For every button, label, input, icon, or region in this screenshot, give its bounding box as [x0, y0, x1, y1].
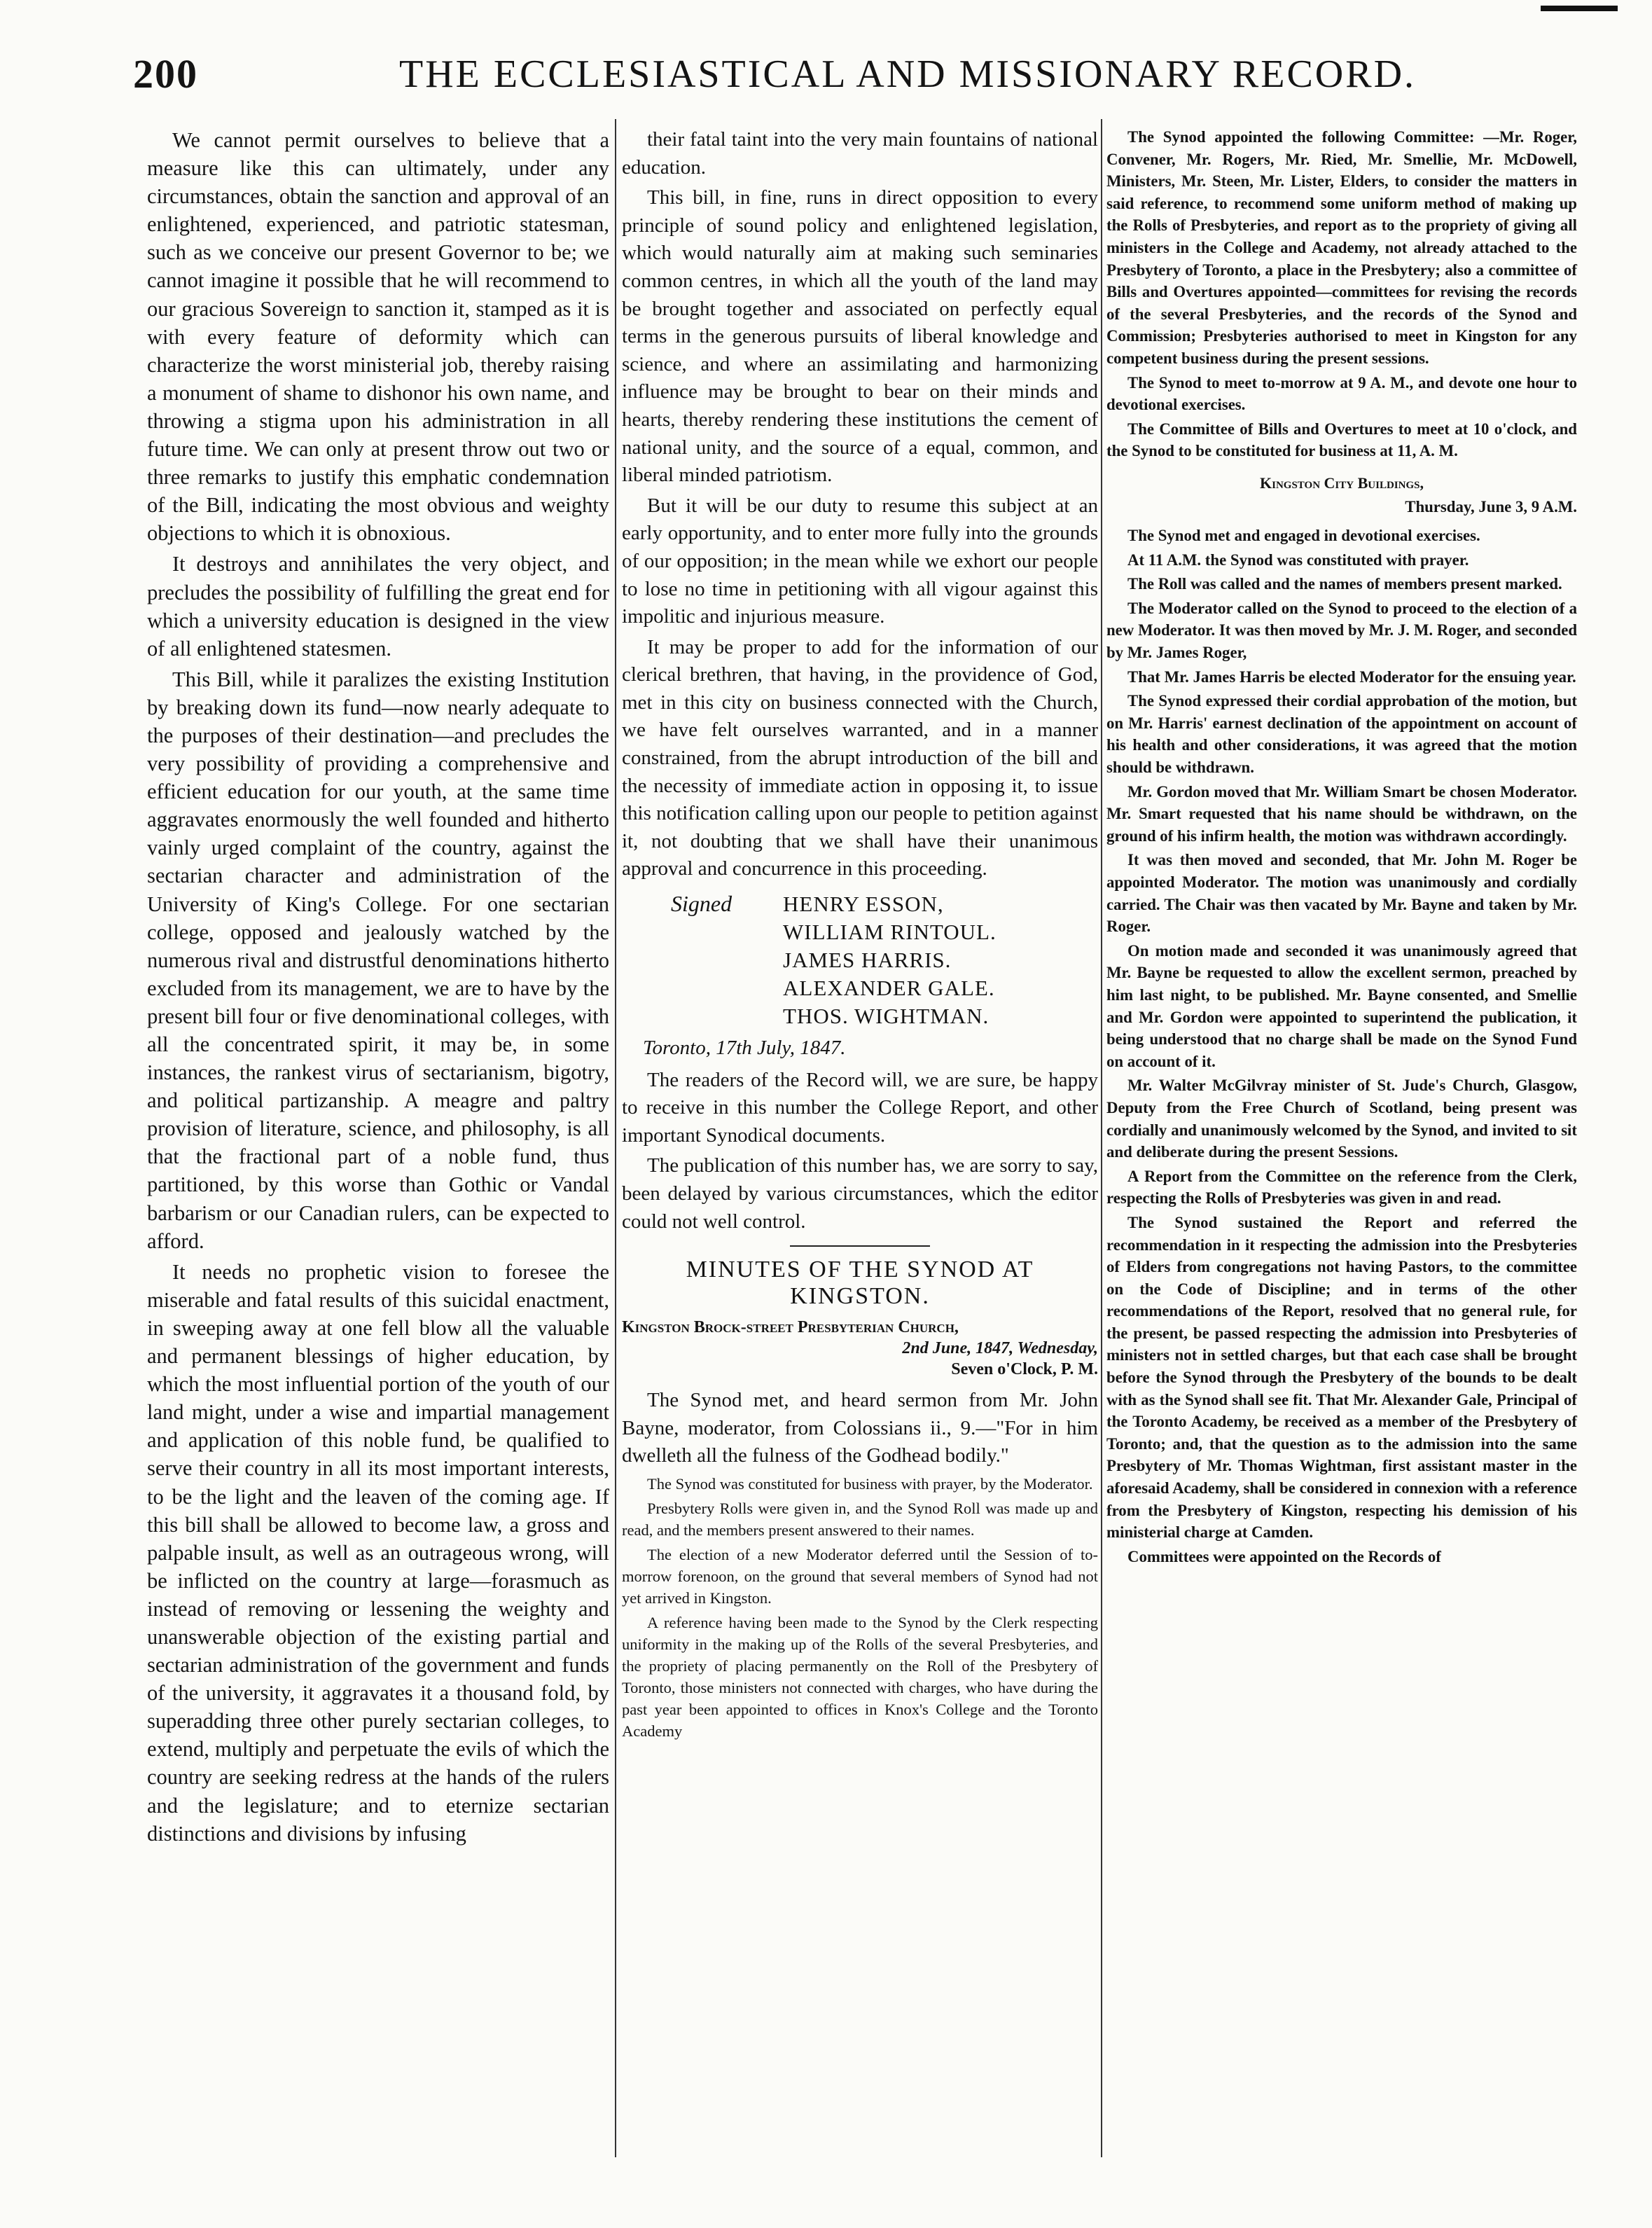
paragraph: It may be proper to add for the information of our clerical brethren, that having, in the providence of God, met in this city on business connected with the Church, we have felt ourselves warranted, and in a manner constrained, from the abrupt introduction of the bill and the necessity of immediate action in opposing it, to issue this notification calling upon our people to petition against it, not doubting that we shall have their unanimous approval and concurrence in this proceeding.	[622, 635, 1098, 880]
paragraph: The Synod appointed the following Committee: —Mr. Roger, Convener, Mr. Rogers, Mr. Ried, Mr. Smellie, Mr. McDowell, Ministers, Mr. Steen, Mr. Lister, Elders, to consider the matters in said reference, to recommend some uniform method of making up the Rolls of Presbyteries, and report as to the propriety of giving all ministers in the College and Academy, not already attached to the Presbytery of Toronto, a place in the Presbytery; also a committee of Bills and Overtures appointed—committees for revising the records of the several Presbyteries, and the records of the Synod and Commission; Presbyteries authorised to meet in Kingston for any competent business during the present sessions.	[1106, 128, 1577, 367]
paragraph: their fatal taint into the very main fountains of national education.	[622, 128, 1098, 179]
place-heading: Kingston City Buildings,	[1260, 473, 1424, 492]
paragraph: It needs no prophetic vision to foresee the miserable and fatal results of this suicidal enactment, in sweeping away at one fell blow all the valuable and permanent blessings of higher education, by which the most influential portion of the youth of our land might, under a wise and impartial management and application of this noble fund, be qualified to serve their country in all its most important interests, to be the light and the leaven of the coming age. If this bill shall be allowed to become law, a gross and palpable insult, as well as an outrageous wrong, will be inflicted on the country at large—forasmuch as instead of removing or lessening the weighty and unanswerable objection of the existing partial and sectarian administration of the government and funds of the university, it aggravates it a thousand fold, by superadding three other purely sectarian colleges, to extend, multiply and perpetuate the evils of which the country are seeking redress at the hands of the rulers and the legislature; and to eternize sectarian distinctions and divisions by infusing	[147, 1259, 609, 1846]
paragraph: The Synod was constituted for business with prayer, by the Moderator.	[647, 1474, 1093, 1493]
signature-block	[622, 890, 1098, 1030]
signatory: ALEXANDER GALE.	[783, 976, 995, 1001]
paragraph: It destroys and annihilates the very object, and precludes the possibility of fulfilling the great end for which a university education is designed in the view of all enlightened statesmen.	[147, 552, 609, 660]
paragraph: The Synod expressed their cordial approbation of the motion, but on Mr. Harris' earnest declination of the appointment on account of his health and other considerations, it was agreed that the motion should be withdrawn.	[1106, 692, 1577, 777]
paragraph: Mr. Gordon moved that Mr. William Smart be chosen Moderator. Mr. Smart requested that his name should be withdrawn, on the ground of his infirm health, the motion was withdrawn accordingly.	[1106, 782, 1577, 845]
paragraph: The Committee of Bills and Overtures to meet at 10 o'clock, and the Synod to be constituted for business at 11, A. M.	[1106, 420, 1577, 460]
running-title: THE ECCLESIASTICAL AND MISSIONARY RECORD.	[399, 53, 1417, 96]
place-date: Thursday, June 3, 9 A.M.	[1405, 497, 1577, 516]
paragraph: A reference having been made to the Synod by the Clerk respecting uniformity in the making up of the Rolls of the several Presbyteries, and the propriety of placing permanently on the Roll of the Presbytery of Toronto, those ministers not connected with charges, who have during the past year been appointed to offices in Knox's College and the Toronto Academy	[622, 1613, 1098, 1740]
column-2	[622, 126, 1098, 1745]
paragraph: The readers of the Record will, we are sure, be happy to receive in this number the College Report, and other important Synodical documents.	[622, 1068, 1098, 1147]
column-3	[1106, 126, 1577, 1570]
paragraph: On motion made and seconded it was unanimously agreed that Mr. Bayne be requested to allow the excellent sermon, preached by him last night, to be published. Mr. Bayne consented, and Smellie and Mr. Gordon were appointed to superintend the publication, it being understood that no charge shall be made on the Synod Fund on account of it.	[1106, 941, 1577, 1070]
signature-date: Toronto, 17th July, 1847.	[643, 1037, 846, 1060]
paragraph: The Synod met and engaged in devotional exercises.	[1127, 527, 1480, 545]
column-1	[147, 126, 609, 1850]
paragraph: That Mr. James Harris be elected Moderator for the ensuing year.	[1127, 667, 1576, 686]
paragraph: The Roll was called and the names of members present marked.	[1127, 575, 1562, 593]
section-divider	[790, 1245, 930, 1247]
paragraph: The election of a new Moderator deferred until the Session of to-morrow forenoon, on the ground that several members of Synod had not yet arrived in Kingston.	[622, 1545, 1098, 1607]
session-date: 2nd June, 1847, Wednesday,	[902, 1339, 1098, 1358]
signatory: HENRY ESSON,	[783, 892, 944, 917]
paragraph: This bill, in fine, runs in direct opposition to every principle of sound policy and enlightened legislation, which would naturally aim at making such seminaries common centres, in which all the youth of the land may be brought together and associated on perfectly equal terms in the generous pursuits of liberal knowledge and science, and where an assimilating and harmonizing influence may be brought to bear on their minds and hearts, thereby rendering these institutions the cement of national unity, and the source of a equal, common, and liberal minded patriotism.	[622, 186, 1098, 487]
page-header	[133, 50, 1464, 106]
column-divider-2	[1101, 119, 1102, 2157]
session-time: Seven o'Clock, P. M.	[951, 1360, 1098, 1379]
signatory: THOS. WIGHTMAN.	[783, 1004, 990, 1029]
session-place: Kingston Brock-street Presbyterian Church,	[622, 1318, 959, 1337]
paragraph: We cannot permit ourselves to believe that a measure like this can ultimately, under any circumstances, obtain the sanction and approval of an enlightened, experienced, and patriotic statesman, such as we conceive our present Governor to be; we cannot imagine it possible that he will recommend to our gracious Sovereign to sanction it, stamped as it is with every feature of deformity which can characterize the worst ministerial job, thereby raising a monument of shame to dishonor his own name, and throwing a stigma upon his administration in all future time. We can only at present throw out two or three remarks to justify this emphatic condemnation of the Bill, indicating the most obvious and weighty objections to which it is obnoxious.	[147, 128, 609, 546]
signatories	[783, 890, 997, 1030]
paragraph: The Moderator called on the Synod to proceed to the election of a new Moderator. It was then moved by Mr. J. M. Roger, and seconded by Mr. James Roger,	[1106, 599, 1577, 662]
signatory: JAMES HARRIS.	[783, 948, 952, 973]
top-rule	[1541, 6, 1618, 11]
paragraph: A Report from the Committee on the reference from the Clerk, respecting the Rolls of Presbyteries was given in and read.	[1106, 1167, 1577, 1208]
signed-label: Signed	[671, 891, 733, 917]
signatory: WILLIAM RINTOUL.	[783, 920, 997, 945]
page-number: 200	[133, 51, 198, 97]
paragraph: The Synod to meet to-morrow at 9 A. M., and devote one hour to devotional exercises.	[1106, 373, 1577, 414]
paragraph: The Synod sustained the Report and referred the recommendation in it respecting the admission into the Presbyteries of Elders from congregations not having Pastors, to the committee on the Code of Discipline; and in terms of the other recommendations of the Report, resolved that no general rule, for the present, be passed respecting the admission into Presbyteries of ministers not in settled charges, but that each case shall be brought before the Synod through the Presbytery of the bounds to be dealt with as the Synod shall see fit. That Mr. Alexander Gale, Principal of the Toronto Academy, be received as a member of the Presbytery of Toronto; and, that the question as to the admission into the same Presbytery of Mr. Thomas Wightman, first assistant master in the aforesaid Academy, shall be considered in connexion with a reference from the Presbytery of Kingston, respecting his demission of his ministerial charge at Camden.	[1106, 1213, 1577, 1542]
paragraph: Presbytery Rolls were given in, and the Synod Roll was made up and read, and the members present answered to their names.	[622, 1499, 1098, 1539]
session-heading	[622, 1317, 1098, 1380]
paragraph: At 11 A.M. the Synod was constituted with prayer.	[1127, 551, 1469, 569]
paragraph: But it will be our duty to resume this subject at an early opportunity, and to enter more fully into the grounds of our opposition; in the mean while we exhort our people to lose no time in petitioning with all vigour against this impolitic and injurious measure.	[622, 494, 1098, 628]
paragraph: The Synod met, and heard sermon from Mr. John Bayne, moderator, from Colossians ii., 9.—"For in him dwelleth all the fulness of the Godhead bodily."	[622, 1389, 1098, 1467]
paragraph: Mr. Walter McGilvray minister of St. Jude's Church, Glasgow, Deputy from the Free Church of Scotland, being present was cordially and unanimously welcomed by the Synod, and invited to sit and deliberate during the present Sessions.	[1106, 1077, 1577, 1161]
paragraph: This Bill, while it paralizes the existing Institution by breaking down its fund—now nearly adequate to the purposes of their destination—and precludes the very possibility of providing a comprehensive and efficient education for our youth, at the same time aggravates enormously the well founded and hitherto vainly urged complaint of the country, against the sectarian character and administration of the University of King's College. For one sectarian college, opposed and jealously watched by the numerous rival and distrustful denominations hitherto excluded from its management, we are to have by the present bill four or five denominational colleges, with all the concentrated spirit, it may be, in some instances, the rankest virus of sectarianism, bigotry, and political partizanship. A meagre and paltry provision of literature, science, and philosophy, is all that the fractional part of a noble fund, thus partitioned, by this worse than Gothic or Vandal barbarism or our Canadian rulers, can be expected to afford.	[147, 667, 609, 1253]
column-divider-1	[615, 119, 616, 2157]
paragraph: Committees were appointed on the Records of	[1127, 1547, 1441, 1565]
paragraph: The publication of this number has, we are sorry to say, been delayed by various circumstances, which the editor could not well control.	[622, 1154, 1099, 1233]
paragraph: It was then moved and seconded, that Mr. John M. Roger be appointed Moderator. The motion was unanimously and cordially carried. The Chair was then vacated by Mr. Bayne and taken by Mr. Roger.	[1106, 851, 1577, 936]
minutes-heading: MINUTES OF THE SYNOD AT KINGSTON.	[686, 1257, 1034, 1310]
